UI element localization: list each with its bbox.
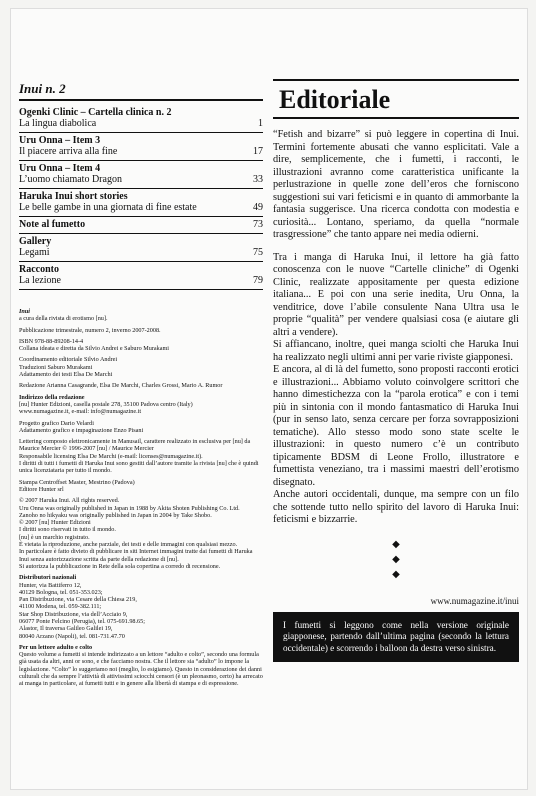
colophon (19, 308, 263, 688)
toc-page-number: 73 (253, 219, 263, 230)
colophon-line: Si autorizza la pubblicazione in Rete della sola copertina a corredo di recensione. (19, 562, 221, 570)
toc-page-number: 79 (253, 275, 263, 286)
toc-page-number: 33 (253, 174, 263, 185)
ornament-divider (273, 537, 519, 582)
colophon-line: [nu] è un marchio registrato. (19, 533, 90, 541)
toc-section-title-text: Racconto (19, 264, 59, 275)
colophon-line: Editore Hunter srl (19, 485, 64, 493)
colophon-line: 80040 Arzano (Napoli), tel. 081-731.47.70 (19, 632, 125, 640)
toc-section-title-text: Haruka Inui short stories (19, 191, 128, 202)
toc-entry-label: Legami (19, 247, 50, 258)
toc-entry (19, 146, 263, 157)
colophon-line: [nu] Hunter Edizioni, casella postale 278, 35100 Padova centro (Italy) (19, 400, 193, 408)
toc-section-title (19, 264, 263, 275)
colophon-line: Progetto grafico Dario Velardi (19, 419, 94, 427)
toc-section-title-text: Gallery (19, 236, 52, 247)
toc-entry-label: La lingua diabolica (19, 118, 97, 129)
colophon-line: Per un lettore adulto e colto (19, 643, 93, 651)
colophon-line: Star Shop Distribuzione, via dell’Acciaio 9, (19, 610, 128, 618)
diamond-ornament-icon: ◆ (392, 553, 400, 565)
toc-section (19, 234, 263, 262)
colophon-line: Adattamento grafico e impaginazione Enzo Pisani (19, 426, 144, 434)
toc-page-number: 17 (253, 146, 263, 157)
right-column (273, 81, 519, 662)
toc-section-title (19, 236, 263, 247)
colophon-line: © 2007 Haruka Inui. All rights reserved. (19, 497, 120, 505)
editorial-title: Editoriale (273, 79, 519, 119)
colophon-line: Zanoho no hikyaku was originally published in Japan in 2004 by Take Shobo. (19, 511, 212, 519)
colophon-line: I diritti di tutti i fumetti di Haruka Inui sono gestiti dall’autore tramite la rivista [nu] che è quindi unica licenziataria per tutto il mondo. (19, 460, 259, 475)
colophon-line: Stampa Centroffset Master, Mestrino (Padova) (19, 478, 135, 486)
toc-section (19, 161, 263, 189)
toc-section-title-text: Uru Onna – Item 3 (19, 135, 101, 146)
editorial-paragraph: Anche autori occidentali, dunque, ma sempre con un filo che sottende tutto nello spirito del lavoro di Haruka Inui: feticismi e bizzarrie. (273, 489, 519, 525)
reading-direction-note: I fumetti si leggono come nella versione originale giapponese, partendo dall’ultima pagina (secondo la lettura occidentale) e scorrendo i balloon da destra verso sinistra. (273, 612, 519, 663)
colophon-line: In particolare è fatto divieto di pubblicare in siti Internet immagini tratte dai fumetti di Haruka Inui senza autorizzazione scritta da parte della redazione di [nu]. (19, 548, 253, 563)
toc-section-title (19, 107, 263, 118)
colophon-line: È vietata la riproduzione, anche parziale, dei testi e delle immagini con qualsiasi mezzo. (19, 541, 238, 549)
colophon-line: Indirizzo della redazione (19, 393, 85, 401)
toc-entry (19, 174, 263, 185)
colophon-line: Traduzioni Saburo Murakami (19, 363, 93, 371)
website-link[interactable]: www.numagazine.it/inui (430, 595, 519, 606)
toc-page-number: 75 (253, 247, 263, 258)
toc-section (19, 105, 263, 133)
toc-entry (19, 118, 263, 129)
toc-section (19, 133, 263, 161)
editorial-body (273, 129, 519, 527)
toc-section-title-text: Uru Onna – Item 4 (19, 163, 101, 174)
toc-entry-label: Le belle gambe in una giornata di fine estate (19, 202, 197, 213)
toc-section-title (19, 219, 263, 230)
editorial-paragraph: Si affiancano, inoltre, quei manga sciolti che Haruka Inui ha realizzato negli ultimi anni per varie riviste giapponesi. (273, 339, 519, 363)
colophon-line: I diritti sono riservati in tutto il mondo. (19, 526, 116, 534)
colophon-line: 06077 Ponte Felcino (Perugia), tel. 075-691.98.65; (19, 617, 145, 625)
toc-section-title-text: Ogenki Clinic – Cartella clinica n. 2 (19, 107, 172, 118)
toc-section-title-text: Note al fumetto (19, 219, 86, 230)
toc-page-number: 49 (253, 202, 263, 213)
colophon-line: Coordinamento editoriale Silvio Andrei (19, 356, 118, 364)
toc-section-title (19, 135, 263, 146)
colophon-line: 41100 Modena, tel. 059-382.111; (19, 603, 102, 611)
colophon-line: Redazione Arianna Casagrande, Elsa De Marchi, Charles Grossi, Mario A. Rumor (19, 382, 223, 390)
colophon-line: Responsabile licensing Elsa De Marchi (e-mail: licenses@numagazine.it). (19, 452, 203, 460)
colophon-line: 40129 Bologna, tel. 051-353.023; (19, 588, 103, 596)
toc-section (19, 217, 263, 234)
colophon-line: Pan Distribuzione, via Cesare della Chiesa 219, (19, 596, 137, 604)
magazine-page (10, 8, 528, 790)
colophon-line: © 2007 [nu] Hunter Edizioni (19, 519, 91, 527)
editorial-paragraph: E ancora, al di là del fumetto, sono proposti racconti erotici e illustrazioni... Abbiamo voluto coinvolgere scrittori che hanno dimestichezza con la “parola erotica” e con i temi più in sintonia con il mondo fantasmatico di Haruka Inui (pur in senso lato, senza cercare per forza sovrapposizioni tematiche). Allo stesso modo sono state scelte le illustrazioni: in questo numero c’è un contributo tipicamente BDSM di Leone Frollo, illustratore e fumettista veneziano, tra i massimi maestri dell’erotismo disegnato. (273, 364, 519, 488)
toc-entry (19, 202, 263, 213)
colophon-line: Questo volume a fumetti si intende indirizzato a un lettore “adulto e colto”, secondo una formula già usata da altri, anni or sono, e che facciamo nostra. Che il lettore sia “adulto” lo impone la legislazione. “Colto” lo suggeriamo noi (meglio, lo esigiamo). Questo in considerazione dei danni culturali che da sempre l’attività di attivissimi sciocchi censori (è un pleonasmo, certo) ha arrecato ai manga in particolare, ai fumetti tutti e in genere alla libertà di stampa e di espressione. (19, 651, 263, 688)
left-column (19, 81, 263, 688)
toc-section-title (19, 191, 263, 202)
diamond-ornament-icon: ◆ (392, 538, 400, 550)
colophon-line: Uru Onna was originally published in Japan in 1988 by Akita Shoten Publishing Co. Ltd. (19, 504, 240, 512)
editorial-paragraph: Tra i manga di Haruka Inui, il lettore ha già fatto conoscenza con le nuove “Cartelle cliniche” di Ogenki Clinic, realizzate appositamente per questa edizione italiana... E poi con una serie inedita, Uru Onna, la venditrice, dove l’abile consulente Nana Ultra usa le proprie “qualità” per vendere qualsiasi cosa (e aiutare gli altri a vendere). (273, 251, 519, 338)
colophon-line: Alastor, Il traversa Galileo Galilei 19, (19, 625, 113, 633)
colophon-line: Pubblicazione trimestrale, numero 2, inverno 2007-2008. (19, 326, 161, 334)
colophon-line: www.numagazine.it, e-mail: info@numagazine.it (19, 408, 142, 416)
toc-page-number: 1 (258, 118, 263, 129)
colophon-line: ISBN 978-88-89208-14-4 (19, 337, 84, 345)
table-of-contents (19, 105, 263, 290)
issue-title: Inui n. 2 (19, 81, 263, 101)
toc-section (19, 262, 263, 290)
colophon-line: Lettering composto elettronicamente in Manusail, carattere realizzato in esclusiva per [nu] da Maurice Mercier © 1996-2007 [nu] / Maurice Mercier (19, 438, 251, 453)
colophon-line: Adattamento dei testi Elsa De Marchi (19, 371, 113, 379)
colophon-line: Hunter, via Battiferro 12, (19, 581, 82, 589)
colophon-line: a cura della rivista di erotismo [nu]. (19, 315, 108, 323)
toc-section (19, 189, 263, 217)
colophon-line: Inui (19, 308, 31, 315)
toc-entry-label: La lezione (19, 275, 61, 286)
toc-entry-label: Il piacere arriva alla fine (19, 146, 118, 157)
editorial-paragraph: “Fetish and bizarre” si può leggere in copertina di Inui. Termini fortemente abusati che vanno esplicitati. Vale a dire, semplicemente, che i fumetti, i racconti, le illustrazioni avranno come caratteristica unificante la perlustrazione in quelle zone dell’eros che forniscono suggestioni sui vari feticismi e in quanto di ammorbante la fantasia suggerisce. Una ricerca condotta con modestia e curiosità... Lontano, speriamo, da quella “normale trasgressione” che tanto appare nei media odierni. (273, 129, 519, 240)
toc-entry (19, 275, 263, 286)
toc-section-title (19, 163, 263, 174)
colophon-line: Distributori nazionali (19, 574, 77, 582)
toc-entry-label: L’uomo chiamato Dragon (19, 174, 122, 185)
toc-entry (19, 247, 263, 258)
diamond-ornament-icon: ◆ (392, 568, 400, 580)
colophon-line: Collana ideata e diretta da Silvio Andrei e Saburo Murakami (19, 345, 170, 353)
